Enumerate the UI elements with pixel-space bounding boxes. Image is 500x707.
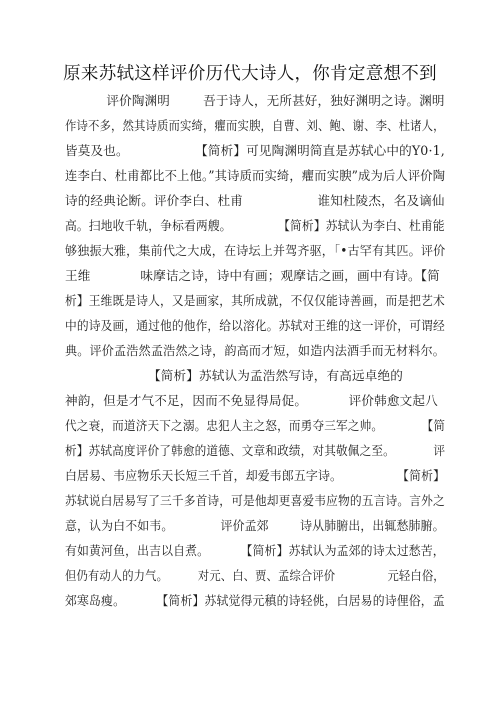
text-line: 但仍有动人的力气。 对元、白、贾、孟综合评价 元轻白俗， [65,568,445,583]
text-line: 连李白、杜甫都比不上他。”其诗质而实绮，癯而实腴”成为后人评价陶 [65,168,446,183]
text-line: 诗的经典论断。评价李白、杜甫 谁知杜陵杰，名及谪仙 [65,193,445,208]
text-line: 郊寒岛瘦。 【简析】苏轼觉得元稹的诗轻佻，白居易的诗俚俗，孟 [65,593,445,608]
text-line: 【简析】苏轼认为孟浩然写诗，有高远卓绝的 [65,368,403,383]
text-line: 神韵，但是才气不足，因而不免显得局促。 评价韩愈文起八 [65,393,438,408]
text-line: 典。评价孟浩然孟浩然之诗，韵高而才短，如造内法酒手而无材料尔。 [65,343,446,358]
text-line: 王维 味摩诘之诗，诗中有画；观摩诘之画，画中有诗。【简 [65,268,440,283]
text-line: 有如黄河鱼，出吉以自煮。 【简析】苏轼认为孟郊的诗太过愁苦， [65,543,445,558]
text-line: 皆莫及也。 【简析】可见陶渊明简直是苏轼心中的Y0·1, [65,143,445,158]
text-line: 评价陶渊明 吾于诗人，无所甚好，独好渊明之诗。渊明 [65,93,445,108]
text-line: 代之衰，而道济天下之溺。忠犯人主之怒，而勇夺三军之帅。 【简 [65,418,446,433]
text-line: 够独振大雅，集前代之大成，在诗坛上并驾齐驱，「•古罕有其匹。评价 [65,243,446,258]
article-title: 原来苏轼这样评价历代大诗人，你肯定意想不到 [63,64,437,84]
text-line: 白居易、韦应物乐天长短三千首，却爱韦郎五字诗。 【简析】 [65,468,446,483]
text-line: 作诗不多，然其诗质而实绮，癯而实腴，自曹、刘、鲍、谢、李、杜诸人， [65,118,445,133]
text-line: 析】王维既是诗人，又是画家，其所成就，不仅仅能诗善画，而是把艺术 [65,293,445,308]
text-line: 苏轼说白居易写了三千多首诗，可是他却更喜爱韦应物的五言诗。言外之 [65,493,445,508]
text-line: 意，认为白不如韦。 评价孟郊 诗从肺腑出，出辄愁肺腑。 [65,518,445,533]
text-line: 高。扫地收千轨，争标看两艘。 【简析】苏轼认为李白、杜甫能 [65,218,445,233]
text-line: 中的诗及画，通过他的他作，给以溶化。苏轼对王维的这一评价，可谓经 [65,318,445,333]
text-line: 析】苏轼高度评价了韩愈的道德、文章和政绩，对其敬佩之至。 评 [65,443,446,458]
